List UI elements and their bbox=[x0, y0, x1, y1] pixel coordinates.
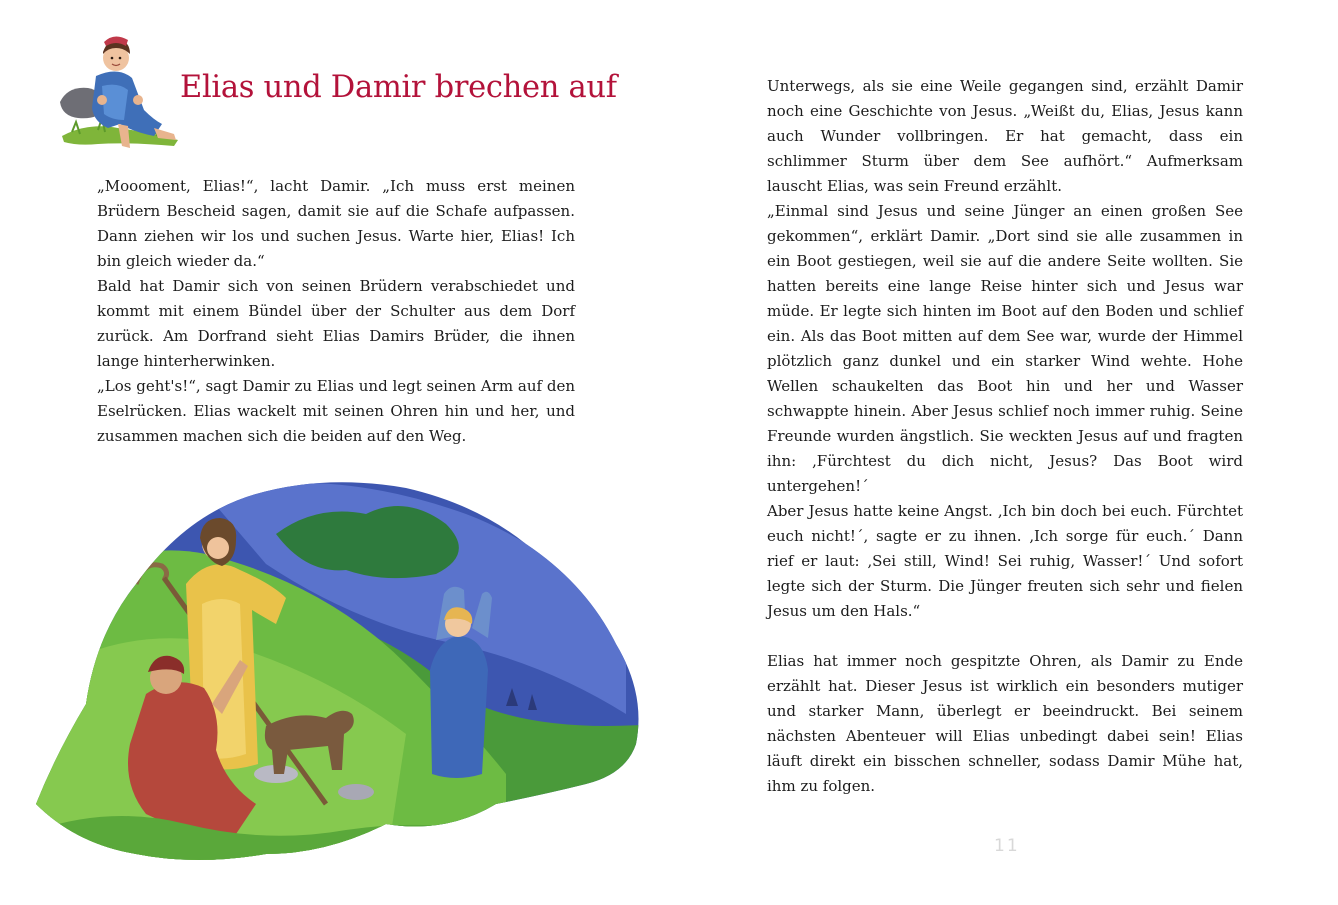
paragraph: „Los geht's!“, sagt Damir zu Elias und legt seinen Arm auf den Eselrücken. Elias wackelt mit seinen Ohren hin und her, und zusammen machen sich die beiden auf den Weg. bbox=[97, 377, 575, 445]
story-illustration bbox=[26, 474, 656, 866]
boy-vignette-illustration bbox=[58, 28, 186, 152]
paragraph: Unterwegs, als sie eine Weile gegangen sind, erzählt Damir noch eine Geschichte von Jesus. „Weißt du, Elias, Jesus kann auch Wunder vollbringen. Er hat gemacht, dass ein schlimmer Sturm über dem See aufhört.“ Aufmerksam lauscht Elias, was sein Freund erzählt. bbox=[767, 77, 1243, 195]
paragraph: „Einmal sind Jesus und seine Jünger an einen großen See gekommen“, erklärt Damir. „Dort sind sie alle zusammen in ein Boot gestiegen, weil sie auf die andere Seite wollten. Sie hatten bereits eine lange Reise hinter sich und Jesus war müde. Er legte sich hinten im Boot auf den Boden und schlief ein. Als das Boot mitten auf dem See war, wurde der Himmel plötzlich ganz dunkel und ein starker Wind wehte. Hohe Wellen schaukelten das Boot hin und her und Wasser schwappte hinein. Aber Jesus schlief noch immer ruhig. Seine Freunde wurden ängstlich. Sie weckten Jesus auf und fragten ihn: ‚Fürchtest du dich nicht, Jesus? Das Boot wird untergehen!´ bbox=[767, 202, 1243, 495]
paragraph-spacer bbox=[767, 624, 1243, 649]
paragraph: „Moooment, Elias!“, lacht Damir. „Ich muss erst meinen Brüdern Bescheid sagen, damit sie auf die Schafe aufpassen. Dann ziehen wir los und suchen Jesus. Warte hier, Elias! Ich bin gleich wieder da.“ bbox=[97, 177, 575, 270]
page-number: 11 bbox=[994, 836, 1020, 856]
paragraph: Elias hat immer noch gespitzte Ohren, als Damir zu Ende erzählt hat. Dieser Jesus ist wirklich ein besonders mutiger und starker Mann, überlegt er beeindruckt. Bei seinem nächsten Abenteuer will Elias unbedingt dabei sein! Elias läuft direkt ein bisschen schneller, sodass Damir Mühe hat, ihm zu folgen. bbox=[767, 652, 1243, 795]
chapter-title: Elias und Damir brechen auf bbox=[180, 70, 617, 105]
paragraph: Bald hat Damir sich von seinen Brüdern verabschiedet und kommt mit einem Bündel über der Schulter aus dem Dorf zurück. Am Dorfrand sieht Elias Damirs Brüder, die ihnen lange hinterherwinken. bbox=[97, 277, 575, 370]
left-text-column bbox=[97, 174, 575, 449]
paragraph: Aber Jesus hatte keine Angst. ‚Ich bin doch bei euch. Fürchtet euch nicht!´, sagte er zu ihnen. ‚Ich sorge für euch.´ Dann rief er laut: ‚Sei still, Wind! Sei ruhig, Wasser!´ Und sofort legte sich der Sturm. Die Jünger freuten sich sehr und fielen Jesus um den Hals.“ bbox=[767, 502, 1243, 620]
right-text-column bbox=[767, 74, 1243, 799]
